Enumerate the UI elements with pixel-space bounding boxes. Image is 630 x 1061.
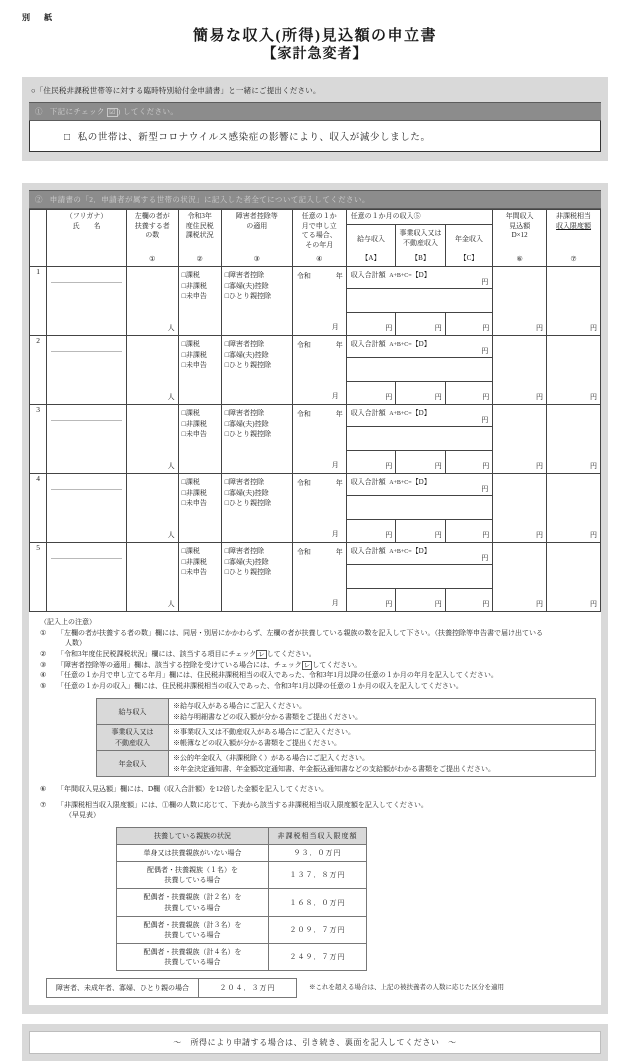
business-yen: 円 xyxy=(434,324,442,333)
era-label: 令和 xyxy=(296,341,311,350)
col-income-group: 任意の１か月の収入⑤ xyxy=(346,210,493,225)
col-salary-label: 給与収入 xyxy=(356,235,385,244)
declaration-checkbox[interactable]: □ xyxy=(64,132,71,144)
quick-table-row xyxy=(117,944,367,971)
tax-check-option[interactable]: □未申告 xyxy=(181,430,207,439)
income-type-key-business-l1: 事業収入又は xyxy=(111,728,154,737)
tax-check-option[interactable]: □非課税 xyxy=(181,488,207,497)
row-dependents-cell[interactable]: 人 xyxy=(126,405,178,474)
col-dependents-num: ① xyxy=(149,254,156,263)
col-month-l4: その年月 xyxy=(305,240,334,249)
limit-yen: 円 xyxy=(590,324,597,333)
col-tax-l1: 令和3年 xyxy=(187,212,212,221)
tax-check-option[interactable]: □課税 xyxy=(181,340,200,349)
income-type-table xyxy=(96,698,596,777)
row-salary-amount[interactable] xyxy=(346,451,396,474)
row-number: 1 xyxy=(30,267,47,336)
special-row-wrap xyxy=(36,978,594,998)
col-dependents xyxy=(126,210,178,267)
era-label: 令和 xyxy=(296,410,311,419)
tax-check-option[interactable]: □未申告 xyxy=(181,292,207,301)
quick-row-situation: 配偶者・扶養親族（計４名）を 扶養している場合 xyxy=(117,944,269,971)
income-type-desc-pension-l1: ※公的年金収入（非課税除く）がある場合にご記入ください。 xyxy=(173,754,369,763)
total-yen: 円 xyxy=(481,278,489,287)
household-income-table xyxy=(29,209,601,612)
pension-yen: 円 xyxy=(482,393,490,402)
row-limit-cell[interactable] xyxy=(547,336,601,405)
row-tax-cell[interactable] xyxy=(178,267,221,336)
income-type-row-business xyxy=(97,725,596,751)
title-main: 簡易な収入(所得)見込額の申立書 xyxy=(193,28,437,44)
row-pension-amount[interactable] xyxy=(445,589,492,612)
col-annual xyxy=(493,210,547,267)
annual-yen: 円 xyxy=(536,600,544,609)
section-2-bar xyxy=(29,190,601,209)
row-limit-cell[interactable] xyxy=(547,267,601,336)
salary-yen: 円 xyxy=(385,531,393,540)
special-note: ※これを超える場合は、上記の被扶養者の人数に応じた区分を適用 xyxy=(309,984,504,992)
row-month-cell[interactable] xyxy=(292,474,346,543)
col-month xyxy=(292,210,346,267)
tax-check-option[interactable]: □未申告 xyxy=(181,361,207,370)
annual-yen: 円 xyxy=(536,462,544,471)
income-type-row-salary xyxy=(97,699,596,725)
tax-check-option[interactable]: □未申告 xyxy=(181,568,207,577)
tax-check-option[interactable]: □課税 xyxy=(181,271,200,280)
quick-row-limit: ２０９．７万円 xyxy=(269,916,367,943)
total-yen: 円 xyxy=(481,554,489,563)
title-sub: 【家計急変者】 xyxy=(262,47,368,63)
quick-row-limit: ２４９．７万円 xyxy=(269,944,367,971)
table-body xyxy=(30,267,601,612)
col-month-l2: 月で申し立 xyxy=(301,221,337,230)
col-tax-l3: 課税状況 xyxy=(185,231,214,240)
col-limit-num: ⑦ xyxy=(570,254,577,263)
disability-check-option[interactable]: □ひとり親控除 xyxy=(224,499,271,508)
page-title xyxy=(0,0,630,65)
income-type-key-business xyxy=(97,725,169,751)
footer-text: 〜 所得により申請する場合は、引き続き、裏面を記入してください 〜 xyxy=(29,1031,601,1054)
special-limit-table xyxy=(46,978,297,998)
total-label: 収入合計額 xyxy=(350,271,386,280)
row-salary-amount[interactable] xyxy=(346,589,396,612)
row-disability-cell[interactable] xyxy=(221,405,292,474)
salary-yen: 円 xyxy=(385,462,393,471)
income-type-desc-pension-l2: ※年金決定通知書、年金額改定通知書、年金振込通知書などの支給額がわかる書類をご提出ください。 xyxy=(173,764,495,773)
section-1-bar-text: 下記にチェック xyxy=(49,107,105,117)
row-total-cell[interactable] xyxy=(346,474,493,520)
col-dependents-l2: 扶養する者 xyxy=(134,221,170,230)
total-formula: A+B+C= xyxy=(389,411,412,418)
limit-yen: 円 xyxy=(590,600,597,609)
year-unit: 年 xyxy=(335,548,343,557)
income-type-desc-salary xyxy=(169,699,596,725)
month-unit: 月 xyxy=(331,461,339,470)
row-disability-cell[interactable] xyxy=(221,543,292,612)
tax-check-option[interactable]: □課税 xyxy=(181,409,200,418)
disability-check-option[interactable]: □ひとり親控除 xyxy=(224,568,271,577)
col-dependents-l1: 左欄の者が xyxy=(134,212,170,221)
col-tax-num: ② xyxy=(196,254,203,263)
lead-note: ○「住民税非課税世帯等に対する臨時特別給付金申請書」と一緒にご提出ください。 xyxy=(31,86,321,96)
total-code: 【D】 xyxy=(411,478,431,487)
instruction-text-6: 「年間収入見込額」欄には、D欄（収入合計額）を12倍した金額を記入してください。 xyxy=(57,785,329,794)
household-table-wrap xyxy=(29,209,601,612)
instruction-item-2 xyxy=(36,649,594,660)
row-dependents-cell[interactable]: 人 xyxy=(126,267,178,336)
instruction-item-3 xyxy=(36,660,594,671)
era-label: 令和 xyxy=(296,272,311,281)
row-annual-cell[interactable] xyxy=(493,336,547,405)
col-pension-code: 【C】 xyxy=(459,253,479,262)
tax-check-option[interactable]: □非課税 xyxy=(181,350,207,359)
quick-reference-table xyxy=(116,827,367,971)
year-unit: 年 xyxy=(335,272,343,281)
row-total-cell[interactable] xyxy=(346,543,493,589)
col-business-l1: 事業収入又は xyxy=(399,229,442,238)
annual-yen: 円 xyxy=(536,324,544,333)
check-mark-icon-2: レ xyxy=(258,650,265,658)
instruction-text-7: 「非課税相当収入限度額」には、①欄の人数に応じて、下表から該当する非課税相当収入限度額を記入してください。 xyxy=(57,800,428,809)
col-month-l3: てる場合、 xyxy=(301,231,337,240)
total-code: 【D】 xyxy=(411,409,431,418)
check-mark-icon-3: レ xyxy=(303,661,311,669)
section-2-bar-text: 申請書の「2．申請者が属する世帯の状況」に記入した者全てについて記入してください。 xyxy=(49,195,370,205)
col-dependents-l3: の数 xyxy=(145,231,160,240)
income-type-desc-salary-l1: ※給与収入がある場合にご記入ください。 xyxy=(173,702,306,711)
col-month-l1: 任意の１か xyxy=(301,212,337,221)
row-total-cell[interactable] xyxy=(346,267,493,313)
row-business-amount[interactable] xyxy=(396,520,446,543)
col-disability-l1: 障害者控除等 xyxy=(235,212,278,221)
pension-yen: 円 xyxy=(482,600,490,609)
total-label: 収入合計額 xyxy=(350,340,386,349)
disability-check-option[interactable]: □ひとり親控除 xyxy=(224,361,271,370)
salary-yen: 円 xyxy=(385,600,393,609)
limit-yen: 円 xyxy=(590,462,597,471)
row-business-amount[interactable] xyxy=(396,382,446,405)
row-number: 2 xyxy=(30,336,47,405)
total-yen: 円 xyxy=(481,485,489,494)
month-unit: 月 xyxy=(331,599,339,608)
instruction-num-4: ④ xyxy=(40,671,47,680)
row-disability-cell[interactable] xyxy=(221,267,292,336)
quick-row-situation: 配偶者・扶養親族（計２名）を 扶養している場合 xyxy=(117,889,269,916)
total-formula: A+B+C= xyxy=(389,273,412,280)
row-name-cell[interactable] xyxy=(47,336,127,405)
col-business xyxy=(396,225,446,267)
quick-row-situation: 配偶者・扶養親族（１名）を 扶養している場合 xyxy=(117,862,269,889)
business-yen: 円 xyxy=(434,531,442,540)
table-row xyxy=(30,405,601,451)
col-tax-l2: 度住民税 xyxy=(185,221,214,230)
annual-yen: 円 xyxy=(536,531,544,540)
instruction-text-4: 「任意の１か月で申し立てる年月」欄には、住民税非課税相当の収入であった、令和3年1月以降の任意の１か月の年月を記入してください。 xyxy=(57,671,498,680)
col-annual-l1: 年間収入 xyxy=(505,212,534,221)
instruction-text-2-after: してください。 xyxy=(266,649,316,658)
table-row xyxy=(30,474,601,520)
salary-yen: 円 xyxy=(385,324,393,333)
row-month-cell[interactable] xyxy=(292,267,346,336)
tax-check-option[interactable]: □課税 xyxy=(181,547,200,556)
row-limit-cell[interactable] xyxy=(547,474,601,543)
quick-reference-wrap xyxy=(36,827,594,971)
row-tax-cell[interactable] xyxy=(178,336,221,405)
quick-table-body xyxy=(117,845,367,971)
row-number: 5 xyxy=(30,543,47,612)
total-formula: A+B+C= xyxy=(389,342,412,349)
row-business-amount[interactable] xyxy=(396,589,446,612)
instruction-num-3: ③ xyxy=(40,660,47,669)
row-business-amount[interactable] xyxy=(396,451,446,474)
total-yen: 円 xyxy=(481,416,489,425)
quick-header-limit: 非課税相当収入限度額 xyxy=(269,827,367,844)
row-pension-amount[interactable] xyxy=(445,313,492,336)
total-code: 【D】 xyxy=(411,340,431,349)
disability-check-option[interactable]: □寡婦(夫)控除 xyxy=(224,557,269,566)
row-pension-amount[interactable] xyxy=(445,520,492,543)
annual-yen: 円 xyxy=(536,393,544,402)
row-dependents-cell[interactable]: 人 xyxy=(126,336,178,405)
col-disability xyxy=(221,210,292,267)
col-pension xyxy=(445,225,492,267)
section-1-bar xyxy=(29,102,601,121)
income-type-key-business-l2: 不動産収入 xyxy=(115,738,150,747)
instruction-text-3-after: してください。 xyxy=(312,660,362,669)
row-number: 4 xyxy=(30,474,47,543)
col-tax-status xyxy=(178,210,221,267)
tax-check-option[interactable]: □未申告 xyxy=(181,499,207,508)
section-2-panel xyxy=(22,183,608,1014)
income-type-desc-business-l1: ※事業収入又は不動産収入がある場合にご記入ください。 xyxy=(173,728,355,737)
disability-check-option[interactable]: □寡婦(夫)控除 xyxy=(224,419,269,428)
income-type-key-salary: 給与収入 xyxy=(97,699,169,725)
row-total-cell[interactable] xyxy=(346,405,493,451)
total-yen: 円 xyxy=(481,347,489,356)
col-salary-code: 【A】 xyxy=(361,253,381,262)
col-business-l2: 不動産収入 xyxy=(403,238,438,247)
col-disability-l2: の適用 xyxy=(246,221,268,230)
instruction-text-7-sub: （早見表） xyxy=(65,811,100,820)
quick-table-row xyxy=(117,862,367,889)
row-month-cell[interactable] xyxy=(292,543,346,612)
table-header-row xyxy=(30,210,601,225)
limit-yen: 円 xyxy=(590,393,597,402)
era-label: 令和 xyxy=(296,548,311,557)
business-yen: 円 xyxy=(434,462,442,471)
row-name-cell[interactable] xyxy=(47,474,127,543)
income-type-row-pension xyxy=(97,751,596,777)
instructions-heading: （記入上の注意） xyxy=(40,618,96,627)
checkbox-checked-icon: ☑ xyxy=(109,108,116,117)
name-furigana-label: （フリガナ） xyxy=(65,212,108,221)
instruction-text-1-cont: 人数） xyxy=(65,639,86,648)
quick-row-situation: 単身又は扶養親族がいない場合 xyxy=(117,845,269,862)
instruction-text-5: 「任意の１か月の収入」欄には、住民税非課税相当の収入であった、令和3年1月以降の任意の１か月の収入を記入してください。 xyxy=(57,681,463,690)
quick-header-situation: 扶養している親族の状況 xyxy=(117,827,269,844)
total-formula: A+B+C= xyxy=(389,549,412,556)
instruction-num-7: ⑦ xyxy=(40,800,47,809)
row-name-cell[interactable] xyxy=(47,405,127,474)
instruction-item-4 xyxy=(36,670,594,681)
instruction-num-5: ⑤ xyxy=(40,681,47,690)
disability-check-option[interactable]: □ひとり親控除 xyxy=(224,292,271,301)
tax-check-option[interactable]: □課税 xyxy=(181,478,200,487)
disability-check-option[interactable]: □障害者控除 xyxy=(224,271,264,280)
month-unit: 月 xyxy=(331,392,339,401)
section-1-panel xyxy=(22,77,608,161)
col-disability-num: ③ xyxy=(253,254,260,263)
row-tax-cell[interactable] xyxy=(178,405,221,474)
instruction-num-2: ② xyxy=(40,649,47,658)
business-yen: 円 xyxy=(434,393,442,402)
special-situation: 障害者、未成年者、寡婦、ひとり親の場合 xyxy=(47,979,199,998)
total-label: 収入合計額 xyxy=(350,409,386,418)
instruction-text-2-before: 「令和3年度住民税課税状況」欄には、該当する項目にチェック xyxy=(57,649,257,658)
row-salary-amount[interactable] xyxy=(346,520,396,543)
col-limit xyxy=(547,210,601,267)
total-formula: A+B+C= xyxy=(389,480,412,487)
year-unit: 年 xyxy=(335,479,343,488)
row-limit-cell[interactable] xyxy=(547,543,601,612)
row-business-amount[interactable] xyxy=(396,313,446,336)
income-type-desc-pension xyxy=(169,751,596,777)
instruction-item-5 xyxy=(36,681,594,692)
declaration-row[interactable] xyxy=(29,121,601,152)
row-dependents-cell[interactable]: 人 xyxy=(126,543,178,612)
col-annual-l2: 見込額 xyxy=(509,221,531,230)
instruction-num-1: ① xyxy=(40,628,47,637)
salary-yen: 円 xyxy=(385,393,393,402)
col-business-code: 【B】 xyxy=(411,253,430,262)
row-tax-cell[interactable] xyxy=(178,543,221,612)
row-limit-cell[interactable] xyxy=(547,405,601,474)
row-number: 3 xyxy=(30,405,47,474)
row-tax-cell[interactable] xyxy=(178,474,221,543)
row-salary-amount[interactable] xyxy=(346,382,396,405)
row-disability-cell[interactable] xyxy=(221,474,292,543)
row-name-cell[interactable] xyxy=(47,267,127,336)
row-month-cell[interactable] xyxy=(292,336,346,405)
pension-yen: 円 xyxy=(482,462,490,471)
quick-table-header xyxy=(117,827,367,844)
row-salary-amount[interactable] xyxy=(346,313,396,336)
row-name-cell[interactable] xyxy=(47,543,127,612)
total-code: 【D】 xyxy=(411,547,431,556)
year-unit: 年 xyxy=(335,410,343,419)
limit-yen: 円 xyxy=(590,531,597,540)
instruction-text-1: 「左欄の者が扶養する者の数」欄には、同居・別居にかかわらず、左欄の者が扶養している親族の数を記入して下さい。（扶養控除等申告書で届け出ている xyxy=(57,628,543,637)
table-row xyxy=(30,543,601,589)
col-annual-l3: D×12 xyxy=(511,231,528,240)
quick-row-limit: ９３．０万円 xyxy=(269,845,367,862)
col-salary xyxy=(346,225,396,267)
section-1-bar-suffix: ) してください。 xyxy=(117,107,179,117)
quick-row-situation: 配偶者・扶養親族（計３名）を 扶養している場合 xyxy=(117,916,269,943)
disability-check-option[interactable]: □寡婦(夫)控除 xyxy=(224,281,269,290)
col-name xyxy=(47,210,127,267)
business-yen: 円 xyxy=(434,600,442,609)
tax-check-option[interactable]: □非課税 xyxy=(181,281,207,290)
row-annual-cell[interactable] xyxy=(493,543,547,612)
instruction-item-6 xyxy=(36,784,594,795)
section-1-number: ① xyxy=(35,107,43,117)
total-label: 収入合計額 xyxy=(350,478,386,487)
total-code: 【D】 xyxy=(411,271,431,280)
special-limit: ２０４．３万円 xyxy=(199,979,297,998)
special-limit-row xyxy=(47,979,297,998)
footer-band xyxy=(22,1024,608,1061)
year-unit: 年 xyxy=(335,341,343,350)
disability-check-option[interactable]: □寡婦(夫)控除 xyxy=(224,350,269,359)
pension-yen: 円 xyxy=(482,324,490,333)
instruction-text-3-before: 「障害者控除等の適用」欄は、該当する控除を受けている場合には、チェック xyxy=(57,660,302,669)
quick-row-limit: １３７．８万円 xyxy=(269,862,367,889)
disability-check-option[interactable]: □障害者控除 xyxy=(224,547,264,556)
name-label: 氏 名 xyxy=(72,221,101,230)
disability-check-option[interactable]: □障害者控除 xyxy=(224,340,264,349)
col-limit-l1: 非課税相当 xyxy=(556,212,592,221)
col-rowno xyxy=(30,210,47,267)
disability-check-option[interactable]: □寡婦(夫)控除 xyxy=(224,488,269,497)
row-dependents-cell[interactable]: 人 xyxy=(126,474,178,543)
col-month-num: ④ xyxy=(316,254,323,263)
era-label: 令和 xyxy=(296,479,311,488)
tax-check-option[interactable]: □非課税 xyxy=(181,419,207,428)
pension-yen: 円 xyxy=(482,531,490,540)
month-unit: 月 xyxy=(331,323,339,332)
corner-label: 別 紙 xyxy=(22,13,55,22)
table-row xyxy=(30,336,601,382)
instructions-block xyxy=(29,612,601,1005)
row-annual-cell[interactable] xyxy=(493,474,547,543)
row-annual-cell[interactable] xyxy=(493,267,547,336)
quick-table-row xyxy=(117,845,367,862)
col-annual-num: ⑥ xyxy=(516,254,523,263)
instruction-item-1 xyxy=(36,628,594,649)
row-month-cell[interactable] xyxy=(292,405,346,474)
income-type-desc-salary-l2: ※給与明細書などの収入額が分かる書類をご提出ください。 xyxy=(173,712,362,721)
instruction-item-7 xyxy=(36,800,594,821)
quick-row-limit: １６８．０万円 xyxy=(269,889,367,916)
row-annual-cell[interactable] xyxy=(493,405,547,474)
table-row xyxy=(30,267,601,313)
row-total-cell[interactable] xyxy=(346,336,493,382)
disability-check-option[interactable]: □障害者控除 xyxy=(224,409,264,418)
disability-check-option[interactable]: □障害者控除 xyxy=(224,478,264,487)
row-pension-amount[interactable] xyxy=(445,382,492,405)
total-label: 収入合計額 xyxy=(350,547,386,556)
quick-table-row xyxy=(117,889,367,916)
instruction-num-6: ⑥ xyxy=(40,785,47,794)
col-limit-l2: 収入限度額 xyxy=(556,221,592,230)
tax-check-option[interactable]: □非課税 xyxy=(181,557,207,566)
month-unit: 月 xyxy=(331,530,339,539)
income-type-desc-business-l2: ※帳簿などの収入額が分かる書類をご提出ください。 xyxy=(173,738,341,747)
quick-table-row xyxy=(117,916,367,943)
col-pension-label: 年金収入 xyxy=(454,235,483,244)
row-pension-amount[interactable] xyxy=(445,451,492,474)
row-disability-cell[interactable] xyxy=(221,336,292,405)
declaration-text: 私の世帯は、新型コロナウイルス感染症の影響により、収入が減少しました。 xyxy=(77,133,431,144)
disability-check-option[interactable]: □ひとり親控除 xyxy=(224,430,271,439)
section-2-number: ② xyxy=(35,195,43,205)
income-type-desc-business xyxy=(169,725,596,751)
income-type-key-pension: 年金収入 xyxy=(97,751,169,777)
